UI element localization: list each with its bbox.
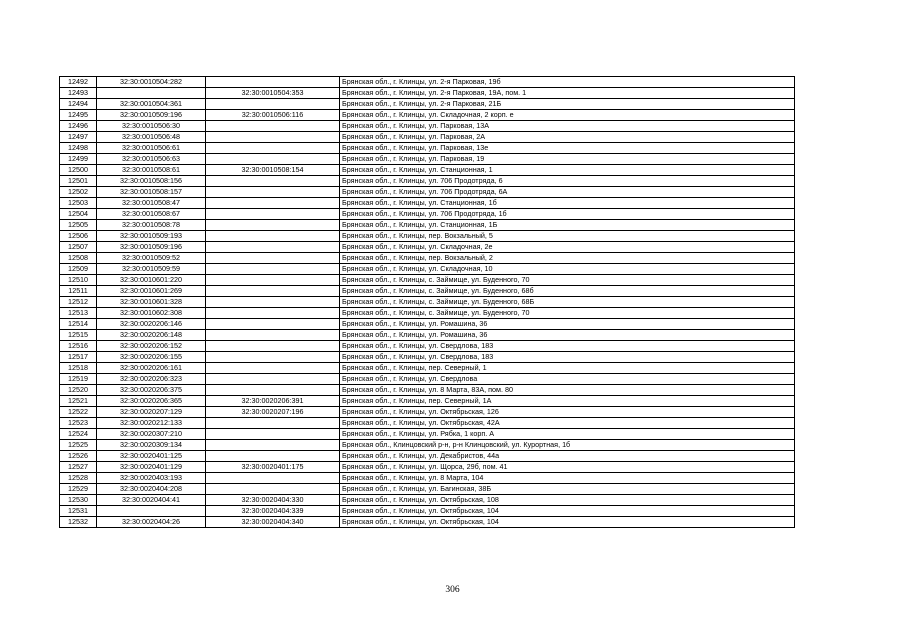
address-cell: Брянская обл., г. Клинцы, ул. Октябрьская, 104 [340,517,795,528]
cadastral-number-cell: 32:30:0020206:323 [97,374,206,385]
cadastral-number-cell: 32:30:0020206:365 [97,396,206,407]
table-row [60,374,795,385]
address-cell: Брянская обл., г. Клинцы, ул. Октябрьская, 108 [340,495,795,506]
address-cell: Брянская обл., г. Клинцы, ул. Складочная, 2е [340,242,795,253]
table-body [60,77,795,528]
table-row [60,308,795,319]
table-row [60,330,795,341]
address-cell: Брянская обл., г. Клинцы, ул. Ромашина, 36 [340,330,795,341]
cadastral-number-cell: 32:30:0010602:308 [97,308,206,319]
row-number-cell: 12499 [60,154,97,165]
table-row [60,297,795,308]
cadastral-number-cell [97,506,206,517]
row-number-cell: 12528 [60,473,97,484]
address-cell: Брянская обл., г. Клинцы, с. Займище, ул. Буденного, 70 [340,308,795,319]
related-cadastral-number-cell [206,374,340,385]
cadastral-number-cell: 32:30:0020206:375 [97,385,206,396]
cadastral-number-cell: 32:30:0020403:193 [97,473,206,484]
cadastral-number-cell: 32:30:0020401:125 [97,451,206,462]
table-row [60,385,795,396]
cadastral-number-cell: 32:30:0020404:208 [97,484,206,495]
table-row [60,253,795,264]
cadastral-number-cell: 32:30:0010506:61 [97,143,206,154]
row-number-cell: 12521 [60,396,97,407]
related-cadastral-number-cell [206,99,340,110]
cadastral-number-cell: 32:30:0010509:193 [97,231,206,242]
related-cadastral-number-cell [206,264,340,275]
related-cadastral-number-cell: 32:30:0020207:196 [206,407,340,418]
related-cadastral-number-cell [206,220,340,231]
address-cell: Брянская обл., г. Клинцы, ул. 706 Продотряда, 6 [340,176,795,187]
row-number-cell: 12509 [60,264,97,275]
table-row [60,418,795,429]
row-number-cell: 12524 [60,429,97,440]
address-cell: Брянская обл., г. Клинцы, пер. Северный, 1 [340,363,795,374]
cadastral-number-cell: 32:30:0010508:157 [97,187,206,198]
related-cadastral-number-cell [206,451,340,462]
table-row [60,77,795,88]
address-cell: Брянская обл., г. Клинцы, ул. Щорса, 29б, пом. 41 [340,462,795,473]
row-number-cell: 12522 [60,407,97,418]
cadastral-number-cell: 32:30:0010504:361 [97,99,206,110]
row-number-cell: 12511 [60,286,97,297]
cadastral-number-cell: 32:30:0010504:282 [97,77,206,88]
table-row [60,407,795,418]
row-number-cell: 12502 [60,187,97,198]
cadastral-number-cell: 32:30:0020309:134 [97,440,206,451]
address-cell: Брянская обл., г. Клинцы, ул. 8 Марта, 83А, пом. 80 [340,385,795,396]
row-number-cell: 12501 [60,176,97,187]
address-cell: Брянская обл., г. Клинцы, ул. Складочная, 2 корп. е [340,110,795,121]
cadastral-number-cell: 32:30:0020212:133 [97,418,206,429]
row-number-cell: 12508 [60,253,97,264]
related-cadastral-number-cell: 32:30:0010508:154 [206,165,340,176]
address-cell: Брянская обл., г. Клинцы, ул. Ромашина, 36 [340,319,795,330]
row-number-cell: 12505 [60,220,97,231]
table-row [60,286,795,297]
address-cell: Брянская обл., г. Клинцы, ул. Складочная, 10 [340,264,795,275]
cadastral-number-cell: 32:30:0020206:146 [97,319,206,330]
address-cell: Брянская обл., г. Клинцы, ул. Станционная, 1 [340,165,795,176]
related-cadastral-number-cell [206,121,340,132]
related-cadastral-number-cell [206,231,340,242]
table-row [60,110,795,121]
address-cell: Брянская обл., г. Клинцы, с. Займище, ул. Буденного, 68б [340,286,795,297]
table-row [60,231,795,242]
page-number: 306 [445,585,460,595]
cadastral-number-cell: 32:30:0010506:48 [97,132,206,143]
address-cell: Брянская обл., г. Клинцы, ул. Свердлова [340,374,795,385]
related-cadastral-number-cell [206,385,340,396]
related-cadastral-number-cell: 32:30:0010504:353 [206,88,340,99]
address-cell: Брянская обл., г. Клинцы, пер. Северный, 1А [340,396,795,407]
address-cell: Брянская обл., г. Клинцы, ул. Станционная, 1Б [340,220,795,231]
related-cadastral-number-cell [206,176,340,187]
address-cell: Брянская обл., г. Клинцы, ул. Рябка, 1 корп. А [340,429,795,440]
row-number-cell: 12503 [60,198,97,209]
address-cell: Брянская обл., г. Клинцы, ул. Станционная, 1б [340,198,795,209]
cadastral-number-cell: 32:30:0010508:67 [97,209,206,220]
row-number-cell: 12531 [60,506,97,517]
table-row [60,352,795,363]
table-row [60,319,795,330]
table-row [60,506,795,517]
address-cell: Брянская обл., г. Клинцы, пер. Вокзальный, 5 [340,231,795,242]
row-number-cell: 12526 [60,451,97,462]
table-row [60,440,795,451]
cadastral-number-cell: 32:30:0010508:78 [97,220,206,231]
row-number-cell: 12498 [60,143,97,154]
address-cell: Брянская обл., г. Клинцы, ул. Октябрьская, 126 [340,407,795,418]
cadastral-number-cell: 32:30:0010509:196 [97,110,206,121]
row-number-cell: 12512 [60,297,97,308]
cadastral-table [59,76,795,528]
table-row [60,462,795,473]
row-number-cell: 12496 [60,121,97,132]
table-row [60,88,795,99]
row-number-cell: 12525 [60,440,97,451]
row-number-cell: 12523 [60,418,97,429]
related-cadastral-number-cell: 32:30:0020401:175 [206,462,340,473]
row-number-cell: 12497 [60,132,97,143]
row-number-cell: 12515 [60,330,97,341]
row-number-cell: 12529 [60,484,97,495]
cadastral-number-cell: 32:30:0020307:210 [97,429,206,440]
cadastral-number-cell: 32:30:0010508:156 [97,176,206,187]
related-cadastral-number-cell [206,473,340,484]
row-number-cell: 12518 [60,363,97,374]
table-row [60,209,795,220]
related-cadastral-number-cell [206,308,340,319]
table-row [60,143,795,154]
table-row [60,132,795,143]
row-number-cell: 12506 [60,231,97,242]
row-number-cell: 12493 [60,88,97,99]
table-row [60,517,795,528]
related-cadastral-number-cell: 32:30:0020206:391 [206,396,340,407]
related-cadastral-number-cell [206,297,340,308]
row-number-cell: 12513 [60,308,97,319]
related-cadastral-number-cell [206,429,340,440]
address-cell: Брянская обл., г. Клинцы, ул. Парковая, 13е [340,143,795,154]
cadastral-number-cell: 32:30:0020206:155 [97,352,206,363]
table-row [60,429,795,440]
address-cell: Брянская обл., г. Клинцы, ул. Парковая, 19 [340,154,795,165]
table-row [60,341,795,352]
cadastral-number-cell: 32:30:0020206:152 [97,341,206,352]
cadastral-number-cell: 32:30:0020206:161 [97,363,206,374]
related-cadastral-number-cell: 32:30:0020404:339 [206,506,340,517]
row-number-cell: 12532 [60,517,97,528]
row-number-cell: 12520 [60,385,97,396]
row-number-cell: 12504 [60,209,97,220]
related-cadastral-number-cell [206,253,340,264]
table-row [60,484,795,495]
address-cell: Брянская обл., г. Клинцы, ул. 706 Продотряда, 1б [340,209,795,220]
cadastral-number-cell: 32:30:0010506:30 [97,121,206,132]
related-cadastral-number-cell: 32:30:0010506:116 [206,110,340,121]
address-cell: Брянская обл., г. Клинцы, ул. Парковая, 13А [340,121,795,132]
related-cadastral-number-cell: 32:30:0020404:340 [206,517,340,528]
cadastral-number-cell: 32:30:0010506:63 [97,154,206,165]
cadastral-number-cell: 32:30:0010508:47 [97,198,206,209]
cadastral-number-cell: 32:30:0020404:26 [97,517,206,528]
related-cadastral-number-cell: 32:30:0020404:330 [206,495,340,506]
cadastral-number-cell: 32:30:0020207:129 [97,407,206,418]
related-cadastral-number-cell [206,352,340,363]
table-row [60,99,795,110]
related-cadastral-number-cell [206,209,340,220]
cadastral-number-cell: 32:30:0020401:129 [97,462,206,473]
related-cadastral-number-cell [206,187,340,198]
table-row [60,495,795,506]
address-cell: Брянская обл., г. Клинцы, с. Займище, ул. Буденного, 68Б [340,297,795,308]
table-row [60,220,795,231]
cadastral-number-cell: 32:30:0010601:220 [97,275,206,286]
address-cell: Брянская обл., г. Клинцы, пер. Вокзальный, 2 [340,253,795,264]
cadastral-number-cell: 32:30:0010509:52 [97,253,206,264]
row-number-cell: 12517 [60,352,97,363]
table-row [60,242,795,253]
table-row [60,198,795,209]
related-cadastral-number-cell [206,286,340,297]
address-cell: Брянская обл., Клинцовский р-н, р-н Клинцовский, ул. Курортная, 1б [340,440,795,451]
address-cell: Брянская обл., г. Клинцы, ул. Парковая, 2А [340,132,795,143]
related-cadastral-number-cell [206,275,340,286]
table-row [60,176,795,187]
row-number-cell: 12495 [60,110,97,121]
related-cadastral-number-cell [206,418,340,429]
address-cell: Брянская обл., г. Клинцы, ул. 2-я Парковая, 21Б [340,99,795,110]
related-cadastral-number-cell [206,440,340,451]
cadastral-number-cell: 32:30:0020404:41 [97,495,206,506]
cadastral-number-cell: 32:30:0010509:196 [97,242,206,253]
table-row [60,187,795,198]
related-cadastral-number-cell [206,242,340,253]
table-row [60,363,795,374]
row-number-cell: 12516 [60,341,97,352]
cadastral-number-cell: 32:30:0010509:59 [97,264,206,275]
address-cell: Брянская обл., г. Клинцы, ул. Свердлова, 183 [340,352,795,363]
address-cell: Брянская обл., г. Клинцы, с. Займище, ул. Буденного, 70 [340,275,795,286]
related-cadastral-number-cell [206,319,340,330]
address-cell: Брянская обл., г. Клинцы, ул. Октябрьская, 104 [340,506,795,517]
cadastral-number-cell: 32:30:0010601:328 [97,297,206,308]
table-row [60,264,795,275]
address-cell: Брянская обл., г. Клинцы, ул. 2-я Парковая, 19А, пом. 1 [340,88,795,99]
related-cadastral-number-cell [206,484,340,495]
row-number-cell: 12530 [60,495,97,506]
table-row [60,165,795,176]
related-cadastral-number-cell [206,77,340,88]
related-cadastral-number-cell [206,143,340,154]
row-number-cell: 12514 [60,319,97,330]
cadastral-number-cell [97,88,206,99]
row-number-cell: 12519 [60,374,97,385]
related-cadastral-number-cell [206,341,340,352]
address-cell: Брянская обл., г. Клинцы, ул. Октябрьская, 42А [340,418,795,429]
table-row [60,121,795,132]
related-cadastral-number-cell [206,132,340,143]
row-number-cell: 12492 [60,77,97,88]
related-cadastral-number-cell [206,198,340,209]
table-row [60,473,795,484]
cadastral-number-cell: 32:30:0020206:148 [97,330,206,341]
address-cell: Брянская обл., г. Клинцы, ул. 8 Марта, 104 [340,473,795,484]
row-number-cell: 12494 [60,99,97,110]
address-cell: Брянская обл., г. Клинцы, ул. 706 Продотряда, 6А [340,187,795,198]
row-number-cell: 12510 [60,275,97,286]
address-cell: Брянская обл., г. Клинцы, ул. Свердлова, 183 [340,341,795,352]
table-row [60,396,795,407]
related-cadastral-number-cell [206,154,340,165]
cadastral-number-cell: 32:30:0010601:269 [97,286,206,297]
row-number-cell: 12500 [60,165,97,176]
cadastral-number-cell: 32:30:0010508:61 [97,165,206,176]
table-row [60,451,795,462]
table-row [60,154,795,165]
table-row [60,275,795,286]
related-cadastral-number-cell [206,330,340,341]
address-cell: Брянская обл., г. Клинцы, ул. Декабристов, 44а [340,451,795,462]
row-number-cell: 12507 [60,242,97,253]
related-cadastral-number-cell [206,363,340,374]
address-cell: Брянская обл., г. Клинцы, ул. 2-я Парковая, 19б [340,77,795,88]
row-number-cell: 12527 [60,462,97,473]
address-cell: Брянская обл., г. Клинцы, ул. Багинская, 38Б [340,484,795,495]
